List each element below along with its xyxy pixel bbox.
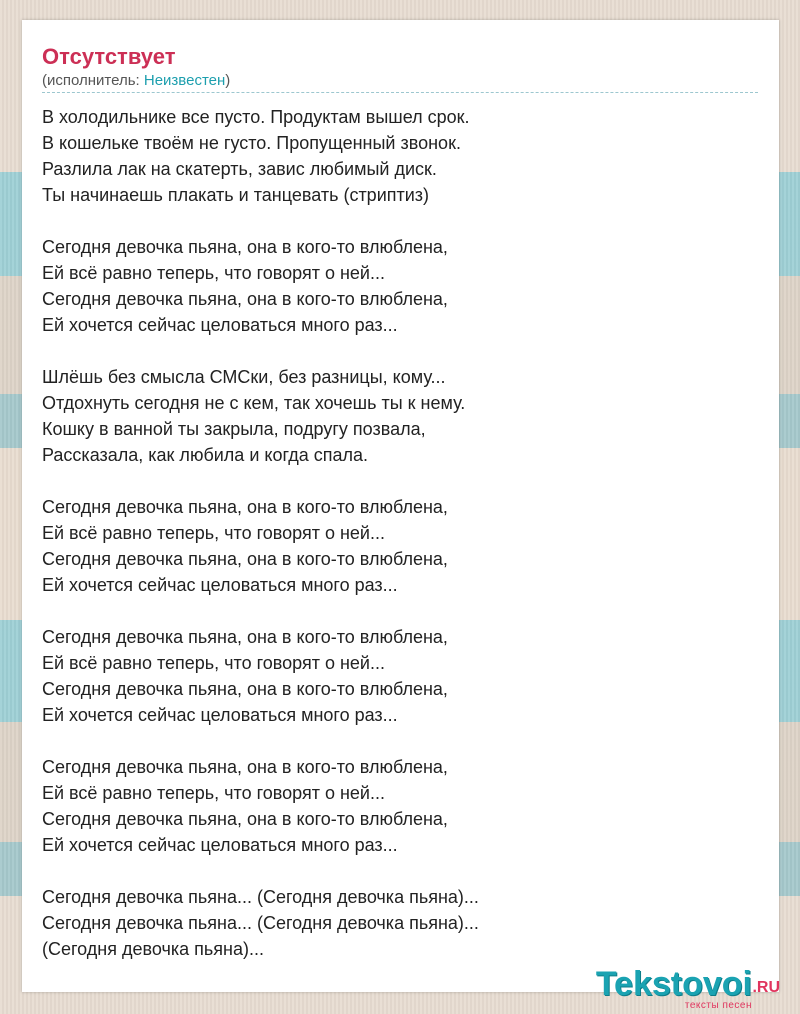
lyric-line: Сегодня девочка пьяна, она в кого-то влюблена,	[42, 809, 448, 829]
lyric-line: В холодильнике все пусто. Продуктам вышел срок.	[42, 107, 470, 127]
lyric-line: Ей всё равно теперь, что говорят о ней...	[42, 523, 385, 543]
site-logo[interactable]	[570, 964, 790, 1014]
lyric-line: Ей всё равно теперь, что говорят о ней...	[42, 653, 385, 673]
stanza	[42, 364, 758, 468]
lyric-line: Сегодня девочка пьяна, она в кого-то влюблена,	[42, 627, 448, 647]
stanza	[42, 624, 758, 728]
stanza	[42, 234, 758, 338]
lyric-line: В кошельке твоём не густо. Пропущенный звонок.	[42, 133, 461, 153]
lyric-line: Ей хочется сейчас целоваться много раз...	[42, 315, 398, 335]
lyric-line: Разлила лак на скатерть, завис любимый диск.	[42, 159, 437, 179]
stanza	[42, 754, 758, 858]
lyric-line: Ей всё равно теперь, что говорят о ней...	[42, 263, 385, 283]
artist-line	[42, 72, 230, 90]
artist-link[interactable]: Неизвестен	[143, 72, 226, 89]
lyric-line: Сегодня девочка пьяна, она в кого-то влюблена,	[42, 549, 448, 569]
lyric-line: Сегодня девочка пьяна, она в кого-то влюблена,	[42, 497, 448, 517]
song-title: Отсутствует	[42, 44, 176, 69]
lyric-line: Ей хочется сейчас целоваться много раз...	[42, 575, 398, 595]
lyric-line: Сегодня девочка пьяна, она в кого-то влюблена,	[42, 757, 448, 777]
lyric-line: (Сегодня девочка пьяна)...	[42, 939, 264, 959]
stanza	[42, 884, 758, 962]
title-divider	[42, 92, 758, 93]
lyric-line: Сегодня девочка пьяна... (Сегодня девочка пьяна)...	[42, 887, 479, 907]
artist-suffix: )	[225, 72, 231, 89]
lyric-line: Сегодня девочка пьяна, она в кого-то влюблена,	[42, 237, 448, 257]
logo-tld: .RU	[752, 979, 780, 996]
artist-prefix: (исполнитель:	[42, 72, 144, 89]
lyric-line: Ей хочется сейчас целоваться много раз...	[42, 835, 398, 855]
lyric-line: Отдохнуть сегодня не с кем, так хочешь ты к нему.	[42, 393, 466, 413]
stanza	[42, 104, 758, 208]
logo-tagline: тексты песен	[684, 1000, 752, 1011]
lyric-line: Сегодня девочка пьяна... (Сегодня девочка пьяна)...	[42, 913, 479, 933]
lyric-line: Сегодня девочка пьяна, она в кого-то влюблена,	[42, 679, 448, 699]
lyric-line: Шлёшь без смысла СМСки, без разницы, кому...	[42, 367, 446, 387]
lyric-line: Сегодня девочка пьяна, она в кого-то влюблена,	[42, 289, 448, 309]
lyric-line: Ей всё равно теперь, что говорят о ней...	[42, 783, 385, 803]
lyric-line: Рассказала, как любила и когда спала.	[42, 445, 369, 465]
lyrics-card	[22, 20, 779, 992]
stanza	[42, 494, 758, 598]
lyric-line: Ты начинаешь плакать и танцевать (стриптиз)	[42, 185, 430, 205]
lyric-line: Ей хочется сейчас целоваться много раз...	[42, 705, 398, 725]
lyrics-text	[42, 104, 758, 988]
logo-wordmark: Tekstovoi	[595, 965, 752, 1003]
lyric-line: Кошку в ванной ты закрыла, подругу позвала,	[42, 419, 426, 439]
